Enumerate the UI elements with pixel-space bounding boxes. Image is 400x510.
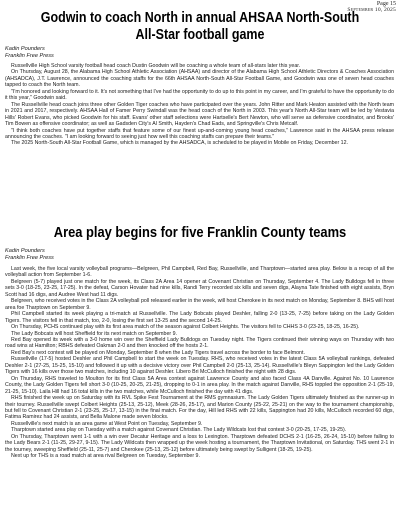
article2-paragraph: Red Bay opened its week with a 3-0 home win over the Sheffield Lady Bulldogs on Tuesday night. The Tigers continued their winning ways on Thursday with two road wins at Hamilton; RBHS defeated Oakman 2-0 and then knocked off the hosts 2-1. [5, 336, 394, 350]
article2-paragraph: Russellville (17-5) hosted Deshler and Phil Campbell to start the week on Tuesday. RHS, who received votes in the latest Class 5A volleyball rankings, defeated Deshler 2-1 (27-25, 15-25, 15-10) and followed it up with a decisive victory over Phil Campbell 2-0 (25-13, 25-14). Russellville's Bleyn Sappington led the Lady Golden Tigers with 16 kills over those two matches, including 10 against Deshler. Libero Bri McCulloch finished the night with 28 digs. [5, 356, 394, 376]
issue-date: September 10, 2025 [347, 7, 396, 14]
article2-body [5, 266, 394, 460]
article1-headline-line2: All-Star football game [135, 27, 265, 43]
article1-paragraph: "I'm honored and looking forward to it. It's not something that I've had the opportunity to do up to this point in my career, and I'm grateful to have the opportunity to do it this year," Goodwin said. [5, 88, 394, 102]
article1-paragraph: On Thursday, August 28, the Alabama High School Athletic Association (AHSAA) and director of the Alabama High School Athletic Directors & Coaches Association (AHSADCA), J.T. Lawrence, announced the coaching staffs for the 66th AHSAA North-South All-Star Football Game, and Goodwin was one of seven head coaches tapped to coach the North team. [5, 69, 394, 89]
article1-author: Kadin Pounders [5, 46, 45, 52]
article2-byline [5, 248, 54, 261]
article2-paragraph: Tharptown started area play on Tuesday with a match against Covenant Christian. The Lady Wildcats lost that contest 3-0 (20-25, 17-25, 19-25). [11, 427, 347, 434]
article2-paragraph: Red Bay's next contest will be played on Monday, September 8 when the Lady Tigers travel across the border to face Belmont. [11, 349, 305, 356]
article1-paragraph: The Russellville head coach joins three other Golden Tiger coaches who have participated over the years. John Ritter and Mark Heaton assisted with the North team in 2021 and 2017, respectively. AHSAA Hall of Famer Perry Swindall was the head coach of the North in 2003. This year's North All-Star team will be led by Vestavia Hills' Robert Evans, who picked Goodwin for his staff. Evans' other staff selections were Hartselle's Bert Newton, who will serve as defensive coordinator, and Brooks' Tim Bowen as offensive coordinator; as well as Gadsden City's Al Smith, Hayden's Chad Eads, and Springville's Chris Metcalf. [5, 101, 394, 128]
article2-paragraph: On Thursday, PCHS continued play with its first area match of the season against Colbert Heights. The visitors fell to CHHS 3-0 (23-25, 18-25, 16-25). [11, 324, 360, 331]
article1-paragraph: The 2025 North-South All-Star Football Game, which is managed by the AHSADCA, is scheduled to be played in Mobile on Friday, December 12. [11, 140, 348, 147]
article1-byline [5, 46, 54, 59]
article1-paragraph: "I think both coaches have put together staffs that feature some of our finest up-and-coming young head coaches," Lawrence said in the AHSAA press release announcing the coaches. "I am looking forward to seeing just how well this coaching staffs can prepare their teams." [5, 127, 394, 140]
article2-paragraph: Russellville's next match is an area game at West Point on Tuesday, September 9. [11, 420, 203, 427]
article2-paragraph: On Thursday, Tharptown went 1-1 with a win over Decatur Heritage and a loss to Lexington. Tharptown defeated DCHS 2-1 (16-25, 26-24, 15-10) before falling to the Lady Bears 2-1 (11-25, 29-27, 9-15). The Lady Wildcats then wrapped up the week hosting a tournament, the Tharptown Invitational, on Saturday. THS went 2-1 in the tourney, sweeping Sheffield (25-11, 25-7) and Cherokee (25-13, 25-12) before ultimately being swept by Sulligent (18-25, 19-25). [5, 433, 394, 453]
article2-author: Kadin Pounders [5, 248, 45, 254]
article2-paragraph: Belgreen (5-7) played just one match for the week, its Class 2A Area 14 opener at Covenant Christian on Thursday, September 4. The Lady Bulldogs fell in three sets 3-0 (18-25, 23-25, 17-25). In the defeat, Carson Hovater had nine kills, Randi Terry recorded six kills and seven digs, Alayna Tate finished with eight assists, Bryn Scott had 16 digs, and Audree West had 11 digs. [5, 278, 394, 298]
article1-headline [28, 10, 372, 44]
article1-body [5, 63, 394, 147]
article2-paragraph: On Thursday, RHS traveled to Moulton for its first Class 5A Area contest against Lawrence County and also faced Class 4A Danville. Against No. 10 Lawrence County, the Lady Golden Tigers fell short 3-0 (10-25, 20-25, 21-25), dropping to 0-1 in area play. In the match against Danville, RHS toppled the opposition 2-1 (25-19, 21-25, 15-10). Laila Hill had 16 total kills in the two matches, while McCulloch finished the day with 41 digs. [5, 375, 394, 395]
article1-paragraph: Russellville High School varsity football head coach Dustin Goodwin will be coaching a whole team of all-stars later this year. [11, 63, 301, 69]
article2-paragraph: Next up for THS is a road match at area rival Belgreen on Tuesday, September 9. [11, 453, 200, 460]
article2-source: Franklin Free Press [5, 254, 54, 261]
article2-paragraph: RHS finished the week up on Saturday with its RVL Spike Fest Tournament at the RMS gymnasium. The Lady Golden Tigers ultimately finished as the runner-up in their tourney. Russellville swept Colbert Heights (25-13, 25-12), Meek (28-26, 25-17), and Marion County (25-22, 25-21) on the way to the tournament championship, but fell to Covenant Christian 2-1 (23-25, 25-17, 13-15) in the final match. For the day, Hill led RHS with 22 kills, Sappington had 20 kills, McCulloch recorded 60 digs, Fatima Ramirez had 24 assists, and Bella Malone made seven blocks. [5, 395, 394, 421]
article2-paragraph: Belgreen, who received votes in the Class 2A volleyball poll released earlier in the week, will host Cherokee in its next match on Monday, September 8. BHS will host area foe Tharptown on September 9. [5, 298, 394, 311]
article2-paragraph: Last week, the five local varsity volleyball programs—Belgreen, Phil Campbell, Red Bay, Russellville, and Tharptown—started area play. Below is a recap of all the volleyball action from September 1-6. [5, 266, 394, 279]
page-number: Page 15 [376, 1, 396, 7]
article2-paragraph: Phil Campbell started its week playing a tri-match at Russellville. The Lady Bobcats played Deshler, falling 2-0 (13-25, 7-25) before taking on the Lady Golden Tigers. The visitors fell in that match, too, 2-0, losing the first set 13-25 and the second 14-25. [5, 311, 394, 324]
article2-headline: Area play begins for five Franklin County teams [53, 224, 347, 241]
article2-paragraph: The Lady Bobcats will host Sheffield for its next match on September 9. [11, 330, 177, 337]
article1-source: Franklin Free Press [5, 52, 54, 59]
article1-headline-line1: Godwin to coach North in annual AHSAA North-South [40, 10, 360, 26]
